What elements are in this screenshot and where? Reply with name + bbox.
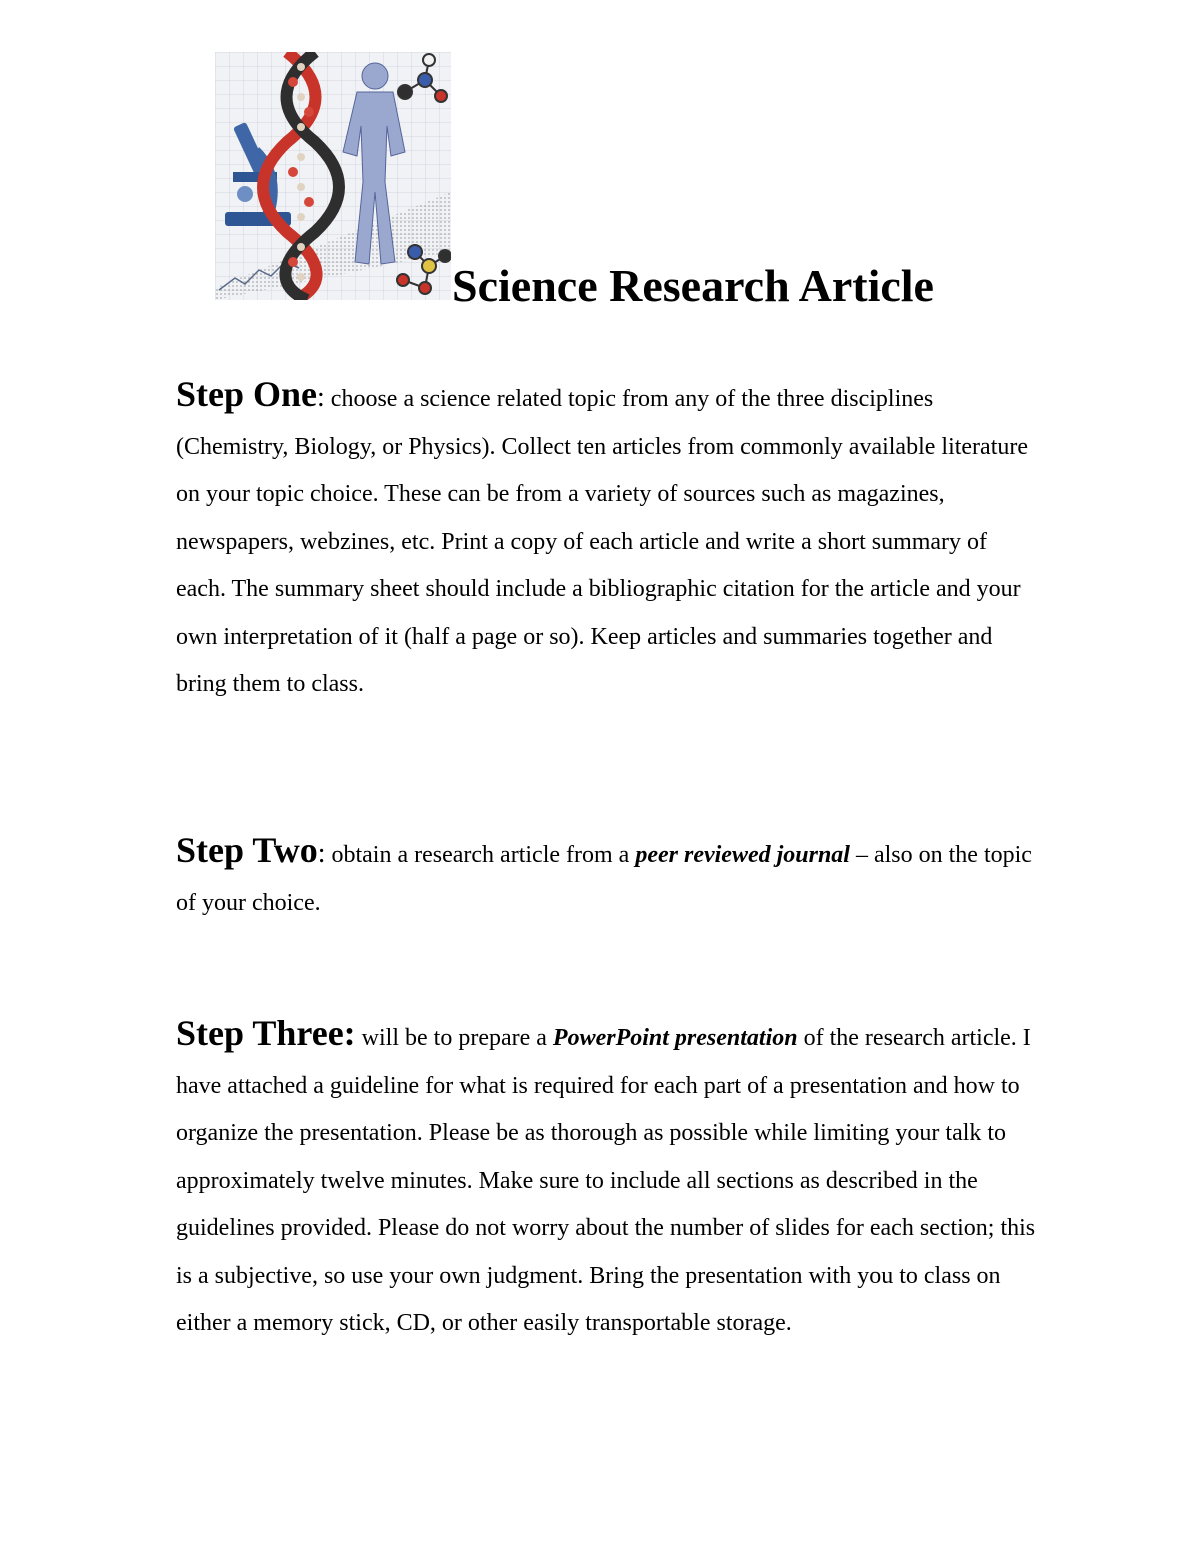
step-three-text-after: of the research article. I have attached a guideline for what is required for each part of a presentation and how to organize the presentation. Please be as thorough as possible while limiting your talk to approximately twelve minutes. Make sure to include all sections as described in the guidelines provided. Please do not worry about the number of slides for each section; this is a subjective, so use your own judgment. Bring the presentation with you to class on either a memory stick, CD, or other easily transportable storage. — [176, 1025, 1036, 1336]
document-title: Science Research Article — [452, 260, 934, 311]
step-two-paragraph — [176, 827, 1036, 927]
step-two-text-after: – also on the topic of your choice. — [176, 842, 1032, 916]
step-two-label: Step Two — [176, 830, 318, 870]
science-collage-image — [215, 52, 451, 300]
step-three-paragraph — [176, 1010, 1036, 1348]
step-two-text-before: obtain a research article from a — [325, 842, 636, 868]
step-three-emphasis: PowerPoint presentation — [552, 1025, 798, 1051]
step-one-paragraph — [176, 371, 1036, 709]
step-two-separator: : — [317, 838, 326, 869]
step-one-separator: : — [317, 382, 325, 413]
step-one-text: choose a science related topic from any of the three disciplines (Chemistry, Biology, or Physics). Collect ten articles from commonly available literature on your topic choice. These can be from a variety of sources such as magazines, newspapers, webzines, etc. Print a copy of each article and write a short summary of each. The summary sheet should include a bibliographic citation for the article and your own interpretation of it (half a page or so). Keep articles and summaries together and bring them to class. — [176, 386, 1029, 697]
step-two-emphasis: peer reviewed journal — [635, 842, 850, 868]
step-one-label: Step One — [176, 374, 318, 414]
step-three-label: Step Three: — [176, 1013, 356, 1053]
step-three-text-before: will be to prepare a — [355, 1025, 553, 1051]
